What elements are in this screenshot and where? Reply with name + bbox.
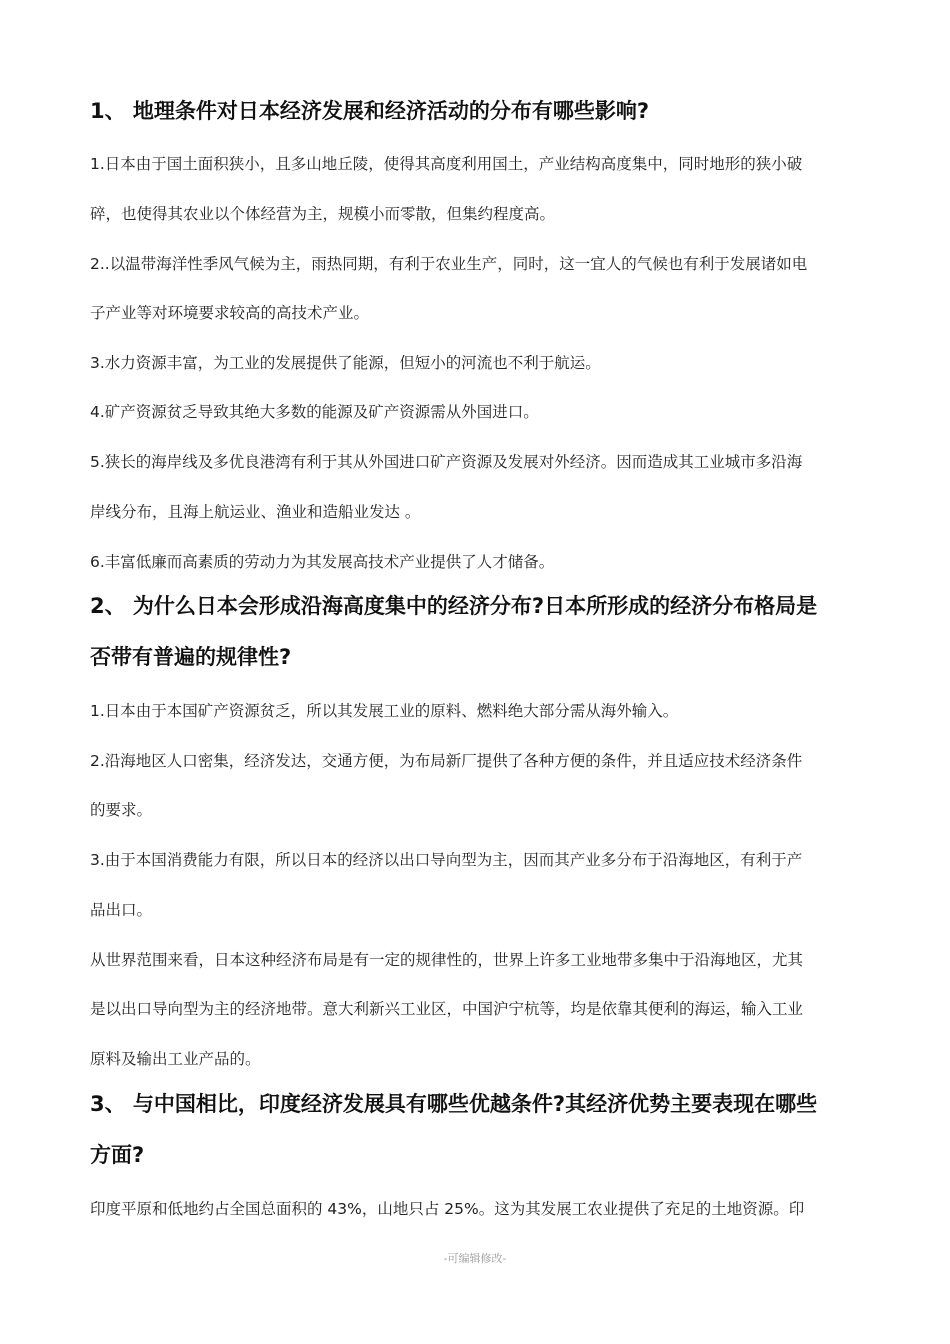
page-footer: -可编辑修改- [443, 1252, 507, 1265]
q1-line-2: 碎，也使得其农业以个体经营为主，规模小而零散，但集约程度高。 [90, 205, 556, 223]
q1-line-7: 5.狭长的海岸线及多优良港湾有利于其从外国进口矿产资源及发展对外经济。因而造成其工业城市多沿海 [90, 453, 803, 471]
q3-line-1: 印度平原和低地约占全国总面积的 43%，山地只占 25%。这为其发展工农业提供了充足的土地资源。印 [90, 1200, 805, 1218]
q1-line-3: 2..以温带海洋性季风气候为主，雨热同期，有利于农业生产，同时，这一宜人的气候也有利于发展诸如电 [90, 255, 808, 273]
question-1-title: 1、 地理条件对日本经济发展和经济活动的分布有哪些影响? [90, 99, 650, 123]
q1-line-1: 1.日本由于国土面积狭小，且多山地丘陵，使得其高度利用国土，产业结构高度集中，同时地形的狭小破 [90, 155, 803, 173]
q2-line-2: 2.沿海地区人口密集，经济发达，交通方便，为布局新厂提供了各种方便的条件，并且适应技术经济条件 [90, 752, 803, 770]
question-3-title-line-2: 方面? [90, 1143, 145, 1167]
q1-line-4: 子产业等对环境要求较高的高技术产业。 [90, 304, 370, 322]
q1-line-5: 3.水力资源丰富，为工业的发展提供了能源，但短小的河流也不利于航运。 [90, 354, 601, 372]
q2-line-3: 的要求。 [90, 801, 153, 819]
q2-line-4: 3.由于本国消费能力有限，所以日本的经济以出口导向型为主，因而其产业多分布于沿海地区，有利于产 [90, 851, 803, 869]
question-3-title-line-1: 3、 与中国相比，印度经济发展具有哪些优越条件?其经济优势主要表现在哪些 [90, 1092, 818, 1116]
q2-line-7: 是以出口导向型为主的经济地带。意大利新兴工业区，中国沪宁杭等，均是依靠其便利的海运，输入工业 [90, 1000, 804, 1018]
question-2-title-line-2: 否带有普遍的规律性? [90, 645, 292, 669]
q1-line-8: 岸线分布，且海上航运业、渔业和造船业发达 。 [90, 503, 421, 521]
q2-line-6: 从世界范围来看，日本这种经济布局是有一定的规律性的，世界上许多工业地带多集中于沿海地区，尤其 [90, 951, 804, 969]
q1-line-9: 6.丰富低廉而高素质的劳动力为其发展高技术产业提供了人才储备。 [90, 553, 555, 571]
question-2-title-line-1: 2、 为什么日本会形成沿海高度集中的经济分布?日本所形成的经济分布格局是 [90, 594, 818, 618]
q2-line-5: 品出口。 [90, 901, 153, 919]
q1-line-6: 4.矿产资源贫乏导致其绝大多数的能源及矿产资源需从外国进口。 [90, 403, 539, 421]
q2-line-1: 1.日本由于本国矿产资源贫乏，所以其发展工业的原料、燃料绝大部分需从海外输入。 [90, 702, 679, 720]
q2-line-8: 原料及输出工业产品的。 [90, 1050, 261, 1068]
